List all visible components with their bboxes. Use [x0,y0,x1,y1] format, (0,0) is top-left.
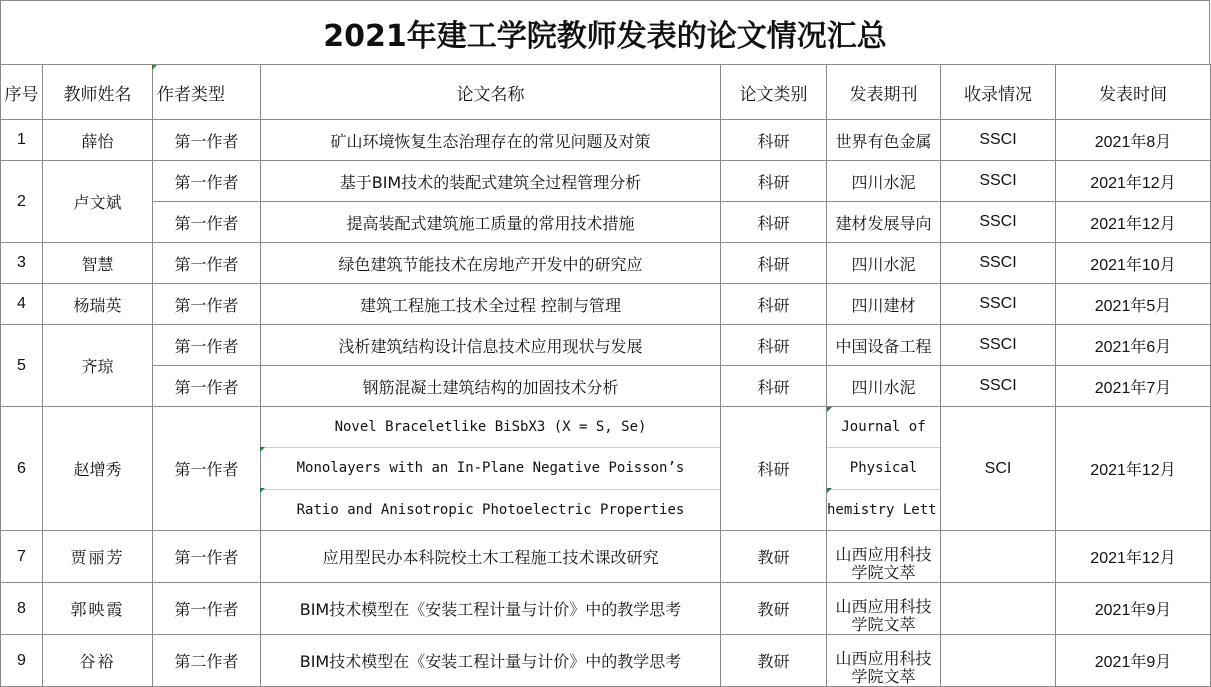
header-date[interactable]: 发表时间 [1056,65,1211,120]
journal-line: hemistry Lett [827,501,937,518]
header-name[interactable]: 教师姓名 [43,65,153,120]
cell-date[interactable]: 2021年9月 [1056,583,1211,635]
table-row [1,284,1211,325]
cell-category[interactable]: 教研 [721,635,827,687]
cell-category[interactable]: 科研 [721,202,827,243]
cell-paper[interactable]: 绿色建筑节能技术在房地产开发中的研究应 [261,243,721,284]
cell-author-type[interactable]: 第二作者 [153,635,261,687]
journal-line: 山西应用科技 [835,545,932,564]
cell-category[interactable]: 科研 [721,161,827,202]
cell-name[interactable]: 郭映霞 [43,583,153,635]
header-no[interactable]: 序号 [1,65,43,120]
cell-index[interactable]: SSCI [941,120,1056,161]
cell-paper[interactable]: BIM技术模型在《安装工程计量与计价》中的教学思考 [261,635,721,687]
header-category[interactable]: 论文类别 [721,65,827,120]
cell-category[interactable]: 科研 [721,243,827,284]
cell-author-type[interactable]: 第一作者 [153,366,261,407]
cell-index[interactable] [941,635,1056,687]
header-author-type[interactable]: 作者类型 [153,65,261,120]
cell-journal[interactable] [827,407,941,531]
comment-marker [827,407,832,412]
comment-marker [260,447,265,452]
table-row [1,366,1211,407]
cell-index[interactable] [941,531,1056,583]
journal-line: Journal of [841,419,926,436]
cell-no[interactable]: 6 [1,407,43,531]
cell-journal[interactable] [827,583,941,635]
cell-author-type[interactable]: 第一作者 [153,325,261,366]
comment-marker [827,488,832,493]
comment-marker [152,65,157,70]
cell-date[interactable]: 2021年6月 [1056,325,1211,366]
cell-category[interactable]: 科研 [721,325,827,366]
cell-journal[interactable] [827,531,941,583]
cell-index[interactable]: SCI [941,407,1056,531]
cell-index[interactable]: SSCI [941,284,1056,325]
cell-author-type[interactable]: 第一作者 [153,284,261,325]
cell-journal[interactable]: 世界有色金属 [827,120,941,161]
cell-no[interactable]: 7 [1,531,43,583]
cell-no[interactable]: 8 [1,583,43,635]
cell-journal[interactable]: 四川水泥 [827,366,941,407]
cell-paper[interactable]: 基于BIM技术的装配式建筑全过程管理分析 [261,161,721,202]
cell-no[interactable]: 9 [1,635,43,687]
cell-paper[interactable]: 钢筋混凝土建筑结构的加固技术分析 [261,366,721,407]
cell-author-type[interactable]: 第一作者 [153,407,261,531]
cell-no[interactable]: 2 [1,161,43,243]
cell-paper[interactable]: 浅析建筑结构设计信息技术应用现状与发展 [261,325,721,366]
cell-category[interactable]: 科研 [721,407,827,531]
cell-date[interactable]: 2021年12月 [1056,407,1211,531]
paper-line: Ratio and Anisotropic Photoelectric Properties [296,501,685,518]
paper-line: Novel Braceletlike BiSbX3 (X = S, Se) [334,419,647,436]
cell-index[interactable]: SSCI [941,161,1056,202]
cell-journal[interactable]: 中国设备工程 [827,325,941,366]
cell-index[interactable]: SSCI [941,325,1056,366]
cell-index[interactable]: SSCI [941,202,1056,243]
cell-paper[interactable]: 矿山环境恢复生态治理存在的常见问题及对策 [261,120,721,161]
cell-name[interactable]: 赵增秀 [43,407,153,531]
cell-paper[interactable]: 应用型民办本科院校土木工程施工技术课改研究 [261,531,721,583]
table-row [1,635,1211,687]
cell-category[interactable]: 科研 [721,120,827,161]
paper-line: Monolayers with an In-Plane Negative Poisson’s [261,447,720,489]
table-row [1,583,1211,635]
header-index[interactable]: 收录情况 [941,65,1056,120]
cell-journal[interactable]: 四川水泥 [827,243,941,284]
cell-author-type[interactable]: 第一作者 [153,202,261,243]
cell-paper[interactable]: 提高装配式建筑施工质量的常用技术措施 [261,202,721,243]
comment-marker [260,488,265,493]
cell-journal[interactable]: 四川建材 [827,284,941,325]
table-row [1,120,1211,161]
table-row [1,407,1211,531]
cell-index[interactable]: SSCI [941,366,1056,407]
cell-no[interactable]: 4 [1,284,43,325]
cell-date[interactable]: 2021年12月 [1056,531,1211,583]
cell-name[interactable]: 卢文斌 [43,161,153,243]
cell-journal[interactable] [827,635,941,687]
header-row [1,65,1211,120]
paper-table [0,64,1211,687]
table-row [1,202,1211,243]
cell-date[interactable]: 2021年7月 [1056,366,1211,407]
cell-name[interactable]: 薛怡 [43,120,153,161]
cell-name[interactable]: 谷裕 [43,635,153,687]
table-row [1,325,1211,366]
cell-date[interactable]: 2021年12月 [1056,161,1211,202]
cell-name[interactable]: 智慧 [43,243,153,284]
cell-date[interactable]: 2021年5月 [1056,284,1211,325]
cell-category[interactable]: 教研 [721,583,827,635]
table-row [1,243,1211,284]
cell-index[interactable] [941,583,1056,635]
header-journal[interactable]: 发表期刊 [827,65,941,120]
cell-author-type[interactable]: 第一作者 [153,531,261,583]
cell-category[interactable]: 教研 [721,531,827,583]
cell-paper[interactable] [261,407,721,531]
cell-date[interactable]: 2021年9月 [1056,635,1211,687]
cell-journal[interactable]: 建材发展导向 [827,202,941,243]
cell-category[interactable]: 科研 [721,284,827,325]
table-row [1,531,1211,583]
cell-date[interactable]: 2021年12月 [1056,202,1211,243]
cell-no[interactable]: 1 [1,120,43,161]
cell-date[interactable]: 2021年10月 [1056,243,1211,284]
cell-author-type[interactable]: 第一作者 [153,120,261,161]
journal-line: 山西应用科技 [835,597,932,616]
cell-date[interactable]: 2021年8月 [1056,120,1211,161]
cell-author-type[interactable]: 第一作者 [153,161,261,202]
sheet-title: 2021年建工学院教师发表的论文情况汇总 [0,0,1210,64]
journal-line: Physical [827,447,940,489]
cell-no[interactable]: 5 [1,325,43,407]
table-row [1,161,1211,202]
cell-no[interactable]: 3 [1,243,43,284]
cell-index[interactable]: SSCI [941,243,1056,284]
cell-paper[interactable]: BIM技术模型在《安装工程计量与计价》中的教学思考 [261,583,721,635]
header-paper[interactable]: 论文名称 [261,65,721,120]
cell-category[interactable]: 科研 [721,366,827,407]
journal-line: 学院文萃 [851,615,916,634]
journal-line: 学院文萃 [851,563,916,582]
cell-name[interactable]: 齐琼 [43,325,153,407]
cell-name[interactable]: 杨瑞英 [43,284,153,325]
cell-name[interactable]: 贾丽芳 [43,531,153,583]
cell-author-type[interactable]: 第一作者 [153,583,261,635]
journal-line: 学院文萃 [851,667,916,686]
cell-author-type[interactable]: 第一作者 [153,243,261,284]
cell-journal[interactable]: 四川水泥 [827,161,941,202]
journal-line: 山西应用科技 [835,649,932,668]
cell-paper[interactable]: 建筑工程施工技术全过程 控制与管理 [261,284,721,325]
